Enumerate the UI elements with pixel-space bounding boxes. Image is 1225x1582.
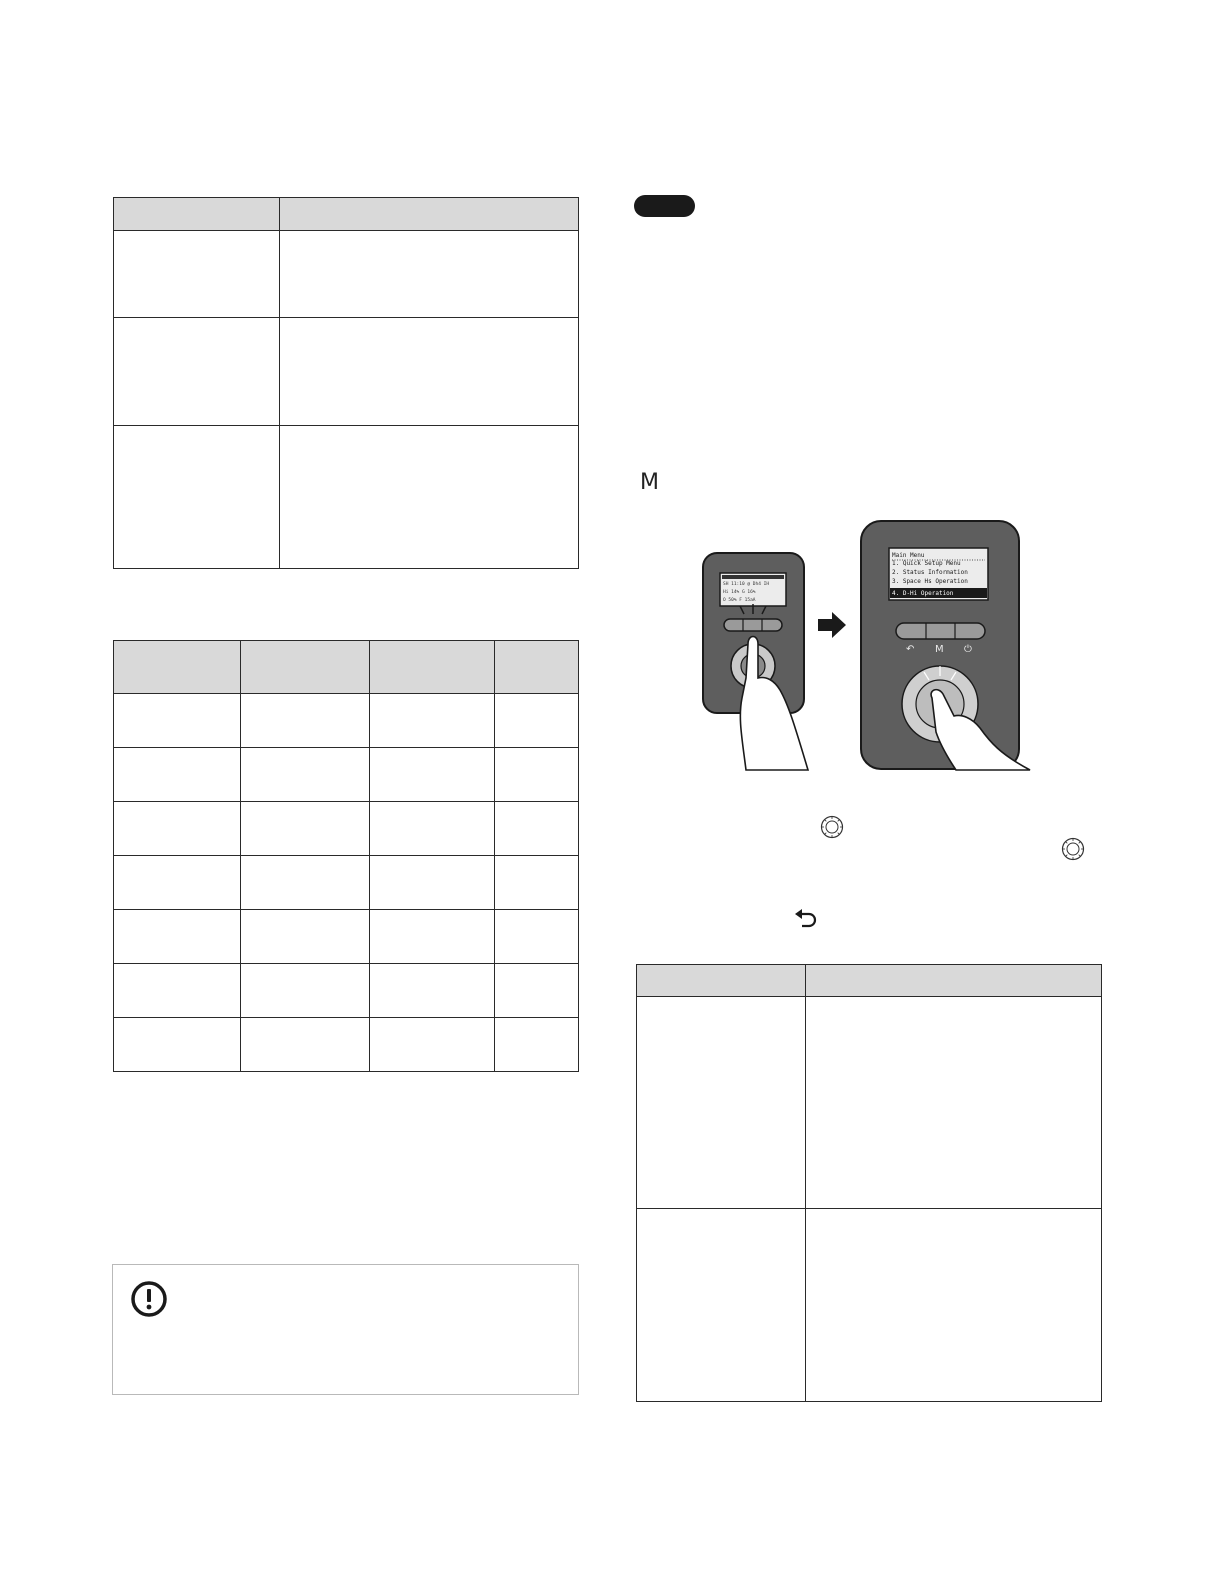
table-cell xyxy=(241,964,370,1018)
table-row xyxy=(114,426,579,569)
table-cell xyxy=(114,426,280,569)
menu-line: 3. Space Hs Operation xyxy=(892,578,968,585)
table-cell xyxy=(241,1018,370,1072)
device-illustration xyxy=(700,518,1040,774)
menu-line: Main Menu xyxy=(892,552,925,559)
table-row xyxy=(114,694,579,748)
table-header-cell xyxy=(114,641,241,694)
table-cell xyxy=(495,910,579,964)
table-header-cell xyxy=(370,641,495,694)
table-cell xyxy=(370,802,495,856)
table-cell xyxy=(637,1209,806,1402)
table-cell xyxy=(241,748,370,802)
menu-line-selected: 4. D-Hi Operation xyxy=(892,590,954,597)
table-row xyxy=(114,748,579,802)
dial-icon xyxy=(1061,837,1085,861)
table-header-cell xyxy=(495,641,579,694)
table-cell xyxy=(495,694,579,748)
table-row xyxy=(114,231,579,318)
table-cell xyxy=(114,231,280,318)
table-header-row xyxy=(114,198,579,231)
table-cell xyxy=(114,694,241,748)
table-cell xyxy=(241,856,370,910)
operation-table xyxy=(636,964,1102,1402)
table-row xyxy=(114,964,579,1018)
table-row xyxy=(114,318,579,426)
table-row xyxy=(637,997,1102,1209)
table-cell xyxy=(114,856,241,910)
table-row xyxy=(114,1018,579,1072)
table-cell xyxy=(495,748,579,802)
mode-table xyxy=(113,640,579,1072)
svg-text:SH 11:10 @ Dh4 IH: SH 11:10 @ Dh4 IH xyxy=(723,582,770,587)
table-header-cell xyxy=(806,965,1102,997)
table-cell xyxy=(495,1018,579,1072)
table-header-cell xyxy=(637,965,806,997)
note-badge xyxy=(634,195,695,217)
table-row xyxy=(114,910,579,964)
top-table xyxy=(113,197,579,569)
table-cell xyxy=(241,910,370,964)
svg-text:Hi 14% G 16%: Hi 14% G 16% xyxy=(723,590,756,595)
table-cell xyxy=(280,318,579,426)
dial-icon xyxy=(820,815,844,839)
table-cell xyxy=(370,694,495,748)
table-cell xyxy=(495,856,579,910)
table-header-cell xyxy=(241,641,370,694)
svg-text:↶: ↶ xyxy=(906,644,915,655)
table-cell xyxy=(495,964,579,1018)
svg-text:⏻: ⏻ xyxy=(964,644,972,655)
table-cell xyxy=(114,802,241,856)
table-cell xyxy=(370,856,495,910)
table-cell xyxy=(280,231,579,318)
table-cell xyxy=(370,910,495,964)
table-header-cell xyxy=(114,198,280,231)
table-cell xyxy=(241,694,370,748)
table-cell xyxy=(495,802,579,856)
table-cell xyxy=(114,318,280,426)
back-arrow-icon xyxy=(793,908,819,930)
table-cell xyxy=(114,1018,241,1072)
table-row xyxy=(637,1209,1102,1402)
table-cell xyxy=(114,910,241,964)
table-cell xyxy=(114,748,241,802)
device-after xyxy=(861,521,1030,770)
m-button-label: M xyxy=(935,644,944,655)
menu-line: 2. Status Information xyxy=(892,569,968,576)
table-cell xyxy=(637,997,806,1209)
notice-box xyxy=(112,1264,579,1395)
menu-key-icon: M xyxy=(640,470,659,495)
table-cell xyxy=(370,748,495,802)
table-cell xyxy=(370,964,495,1018)
table-header-cell xyxy=(280,198,579,231)
right-arrow-icon xyxy=(818,612,846,638)
menu-line: 1. Quick Setup Menu xyxy=(892,560,961,567)
table-header-row xyxy=(637,965,1102,997)
table-row xyxy=(114,856,579,910)
table-cell xyxy=(114,964,241,1018)
table-header-row xyxy=(114,641,579,694)
table-row xyxy=(114,802,579,856)
table-cell xyxy=(280,426,579,569)
table-cell xyxy=(241,802,370,856)
table-cell xyxy=(806,1209,1102,1402)
svg-text:O 50% F 15aA: O 50% F 15aA xyxy=(723,598,756,603)
device-before xyxy=(703,553,808,770)
exclamation-circle-icon xyxy=(129,1279,169,1319)
table-cell xyxy=(370,1018,495,1072)
table-cell xyxy=(806,997,1102,1209)
